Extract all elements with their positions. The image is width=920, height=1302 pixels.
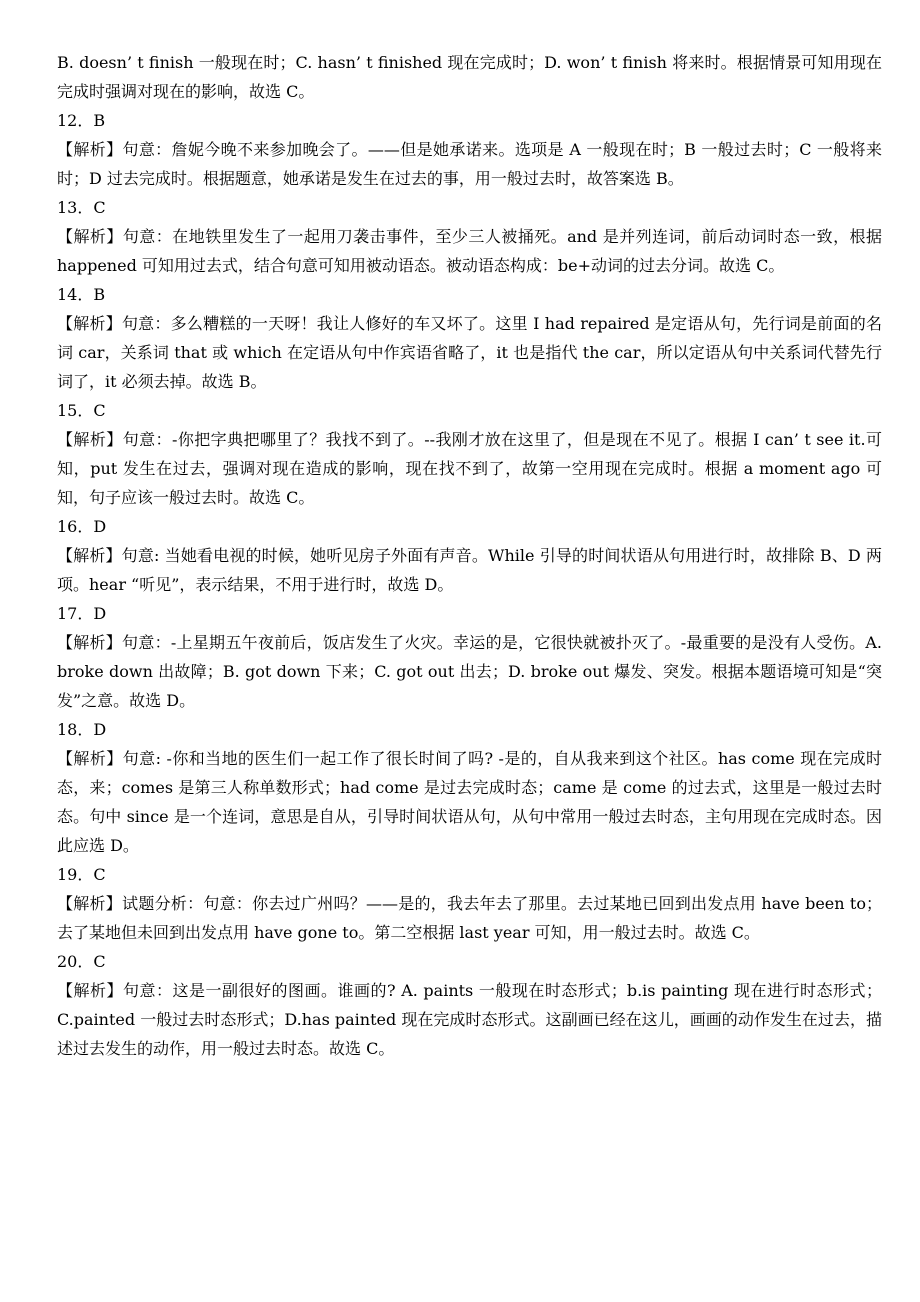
answer-number: 14．B: [57, 285, 106, 304]
answer-number: 12．B: [57, 111, 106, 130]
answer-explanation: 【解析】句意：这是一副很好的图画。谁画的? A. paints 一般现在时态形式；b.is painting 现在进行时态形式；C.painted 一般过去时态形式；D.has painted 现在完成时态形式。这副画已经在这儿，画画的动作发生在过去，描述过去发生的动作，用一般过去时态。故选 C。: [57, 981, 882, 1058]
answer-explanation: 【解析】句意：-上星期五午夜前后，饭店发生了火灾。幸运的是，它很快就被扑灭了。-最重要的是没有人受伤。A. broke down 出故障；B. got down 下来；C. got out 出去；D. broke out 爆发、突发。根据本题语境可知是“突发”之意。故选 D。: [57, 633, 882, 710]
answer-item: [57, 396, 882, 512]
answer-explanation: 【解析】句意：多么糟糕的一天呀！我让人修好的车又坏了。这里 I had repaired 是定语从句，先行词是前面的名词 car，关系词 that 或 which 在定语从句中作宾语省略了，it 也是指代 the car，所以定语从句中关系词代替先行词了，it 必须去掉。故选 B。: [57, 314, 882, 391]
answer-number: 17．D: [57, 604, 107, 623]
answer-item: [57, 512, 882, 599]
answer-item: [57, 193, 882, 280]
answer-item: [57, 106, 882, 193]
answer-item: [57, 715, 882, 860]
answer-explanation: 【解析】句意: 当她看电视的时候，她听见房子外面有声音。While 引导的时间状语从句用进行时，故排除 B、D 两项。hear “听见”，表示结果，不用于进行时，故选 D。: [57, 546, 882, 594]
answer-number: 16．D: [57, 517, 107, 536]
answer-explanation: 【解析】试题分析：句意：你去过广州吗？——是的，我去年去了那里。去过某地已回到出发点用 have been to；去了某地但未回到出发点用 have gone to。第二空根据 last year 可知，用一般过去时。故选 C。: [57, 894, 882, 942]
answer-item: [57, 947, 882, 1063]
answer-number: 18．D: [57, 720, 107, 739]
answer-explanation: 【解析】句意：在地铁里发生了一起用刀袭击事件，至少三人被捅死。and 是并列连词，前后动词时态一致，根据 happened 可知用过去式，结合句意可知用被动语态。被动语态构成：be+动词的过去分词。故选 C。: [57, 227, 882, 275]
answer-explanation: 【解析】句意: -你和当地的医生们一起工作了很长时间了吗? -是的，自从我来到这个社区。has come 现在完成时态，来；comes 是第三人称单数形式；had come 是过去完成时态；came 是 come 的过去式，这里是一般过去时态。句中 since 是一个连词，意思是自从，引导时间状语从句，从句中常用一般过去时态，主句用现在完成时态。因此应选 D。: [57, 749, 882, 855]
answer-explanation: 【解析】句意：詹妮今晚不来参加晚会了。——但是她承诺来。选项是 A 一般现在时；B 一般过去时；C 一般将来时；D 过去完成时。根据题意，她承诺是发生在过去的事，用一般过去时，故答案选 B。: [57, 140, 882, 188]
answer-number: 20．C: [57, 952, 106, 971]
answer-item: [57, 599, 882, 715]
answer-number: 15．C: [57, 401, 106, 420]
answer-item: [57, 280, 882, 396]
answer-explanation: 【解析】句意：-你把字典把哪里了？我找不到了。--我刚才放在这里了，但是现在不见了。根据 I can’ t see it.可知，put 发生在过去，强调对现在造成的影响，现在找不到了，故第一空用现在完成时。根据 a moment ago 可知，句子应该一般过去时。故选 C。: [57, 430, 882, 507]
answer-number: 13．C: [57, 198, 106, 217]
continuation-paragraph: B. doesn’ t finish 一般现在时；C. hasn’ t finished 现在完成时；D. won’ t finish 将来时。根据情景可知用现在完成时强调对现在的影响，故选 C。: [57, 53, 882, 101]
answer-number: 19．C: [57, 865, 106, 884]
answer-item: [57, 860, 882, 947]
